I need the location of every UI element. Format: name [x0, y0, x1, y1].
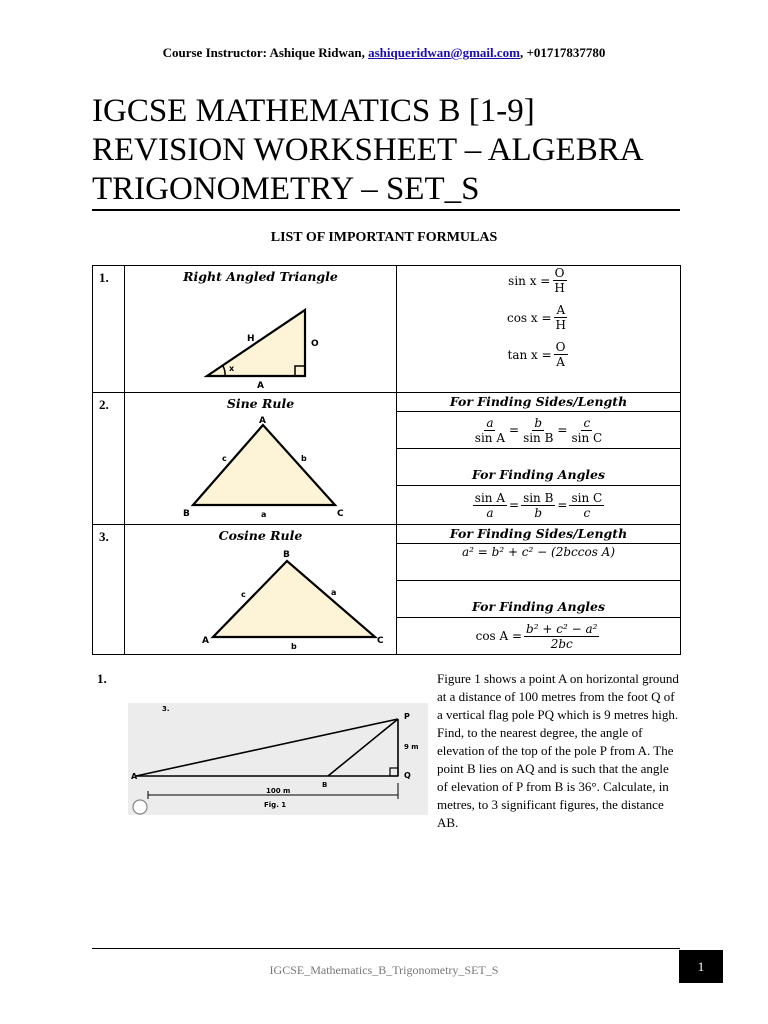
footer-document-name: IGCSE_Mathematics_B_Trigonometry_SET_S — [269, 963, 499, 977]
opposite-label: O — [311, 339, 319, 349]
point-Q-label: Q — [404, 771, 411, 780]
cosine-rule-formulas-cell — [397, 525, 681, 655]
sin-formula: sin x = $\frac{O}{H}$ — [508, 266, 565, 295]
side-a-label: a — [261, 510, 267, 519]
distance-label: 100 m — [266, 787, 291, 795]
vertex-A-label: A — [259, 416, 266, 426]
page-title — [92, 92, 692, 209]
height-label: 9 m — [404, 743, 419, 751]
angle-x-label: x — [229, 364, 235, 373]
side-c-label: c — [222, 454, 227, 463]
vertex-B-label: B — [283, 550, 290, 560]
footer-divider — [92, 948, 680, 949]
point-A-label: A — [131, 772, 138, 781]
question-1-text: Figure 1 shows a point A on horizontal ground at a distance of 100 metres from the foot Q of a vertical flag pole PQ which is 9 metres high. Find, to the nearest degree, the angle of elevation of the top of the pole P from A. The point B lies on AQ and is such that the angle of elevation of P from B is 36°. Calculate, in metres, to 3 significant figures, the distance AB. — [437, 671, 679, 830]
figure-corner-label: 3. — [162, 705, 170, 713]
side-b-label: b — [291, 642, 297, 651]
title-divider — [92, 209, 680, 211]
cosine-sides-heading-box: For Finding Sides/Length — [397, 525, 680, 544]
sine-rule-cell — [125, 393, 397, 525]
vertex-B-label: B — [183, 509, 190, 519]
page-number-badge: 1 — [679, 950, 723, 983]
side-a-label: a — [331, 588, 337, 597]
cos-formula: cos x = $\frac{A}{H}$ — [506, 303, 567, 332]
right-triangle-diagram — [125, 288, 397, 393]
sine-sides-heading-box: For Finding Sides/Length — [397, 393, 680, 412]
figure-1-flagpole-diagram — [128, 703, 428, 815]
title-line-3: TRIGONOMETRY – SET_S — [92, 171, 480, 207]
sine-rule-triangle — [125, 413, 397, 523]
instructor-text: Course Instructor: Ashique Ridwan, — [162, 45, 369, 60]
formulas-table — [92, 265, 681, 655]
formula-row-cosine-rule — [93, 525, 681, 655]
tan-formula: tan x = $\frac{O}{A}$ — [507, 340, 566, 369]
formulas-heading: LIST OF IMPORTANT FORMULAS — [270, 230, 498, 245]
row-number: 3. — [93, 525, 125, 655]
sine-rule-heading: Sine Rule — [226, 396, 295, 411]
vertex-C-label: C — [337, 509, 344, 519]
formula-row-sine-rule — [93, 393, 681, 525]
vertex-A-label: A — [202, 636, 209, 646]
right-triangle-cell — [125, 266, 397, 393]
instructor-phone: , +01717837780 — [519, 45, 606, 60]
sine-rule-angles-formula: $\frac{\text{sin A}}{a}$ = $\frac{\text{sin B}}{b}$ = $\frac{\text{sin C}}{c}$ — [474, 490, 603, 520]
right-triangle-heading: Right Angled Triangle — [183, 269, 338, 284]
hypotenuse-label: H — [247, 334, 255, 344]
trig-ratios-cell — [397, 266, 681, 393]
row-number: 2. — [93, 393, 125, 525]
question-1-number: 1. — [97, 671, 107, 686]
sine-rule-sides-formula: $\frac{a}{\text{sin A}}$ = $\frac{b}{\text{sin B}}$ = $\frac{c}{\text{sin C}}$ — [397, 412, 680, 449]
course-instructor-header — [0, 45, 768, 61]
side-b-label: b — [301, 454, 307, 463]
cosine-angles-heading-box: For Finding Angles — [397, 581, 680, 618]
cosine-rule-heading: Cosine Rule — [218, 528, 303, 543]
sine-rule-formulas-cell — [397, 393, 681, 525]
adjacent-label: A — [257, 381, 264, 391]
cosine-rule-angles-formula: cos A = $\frac{\text{b² + c² − a²}}{2bc}$ — [475, 621, 598, 651]
title-line-2: REVISION WORKSHEET – ALGEBRA — [92, 132, 644, 168]
cosine-rule-cell — [125, 525, 397, 655]
row-number: 1. — [93, 266, 125, 393]
cosine-rule-triangle — [125, 543, 397, 653]
title-line-1: IGCSE MATHEMATICS B [1-9] — [92, 93, 535, 129]
instructor-email-link[interactable]: ashiqueridwan@gmail.com — [368, 45, 520, 60]
side-c-label: c — [241, 590, 246, 599]
formula-row-right-triangle — [93, 266, 681, 393]
figure-caption: Fig. 1 — [264, 801, 287, 809]
point-B-label: B — [322, 781, 328, 789]
cosine-rule-sides-formula: a² = b² + c² − (2bccos A) — [397, 544, 680, 581]
vertex-C-label: C — [377, 636, 384, 646]
point-P-label: P — [404, 712, 410, 721]
sine-angles-heading-box: For Finding Angles — [397, 449, 680, 486]
